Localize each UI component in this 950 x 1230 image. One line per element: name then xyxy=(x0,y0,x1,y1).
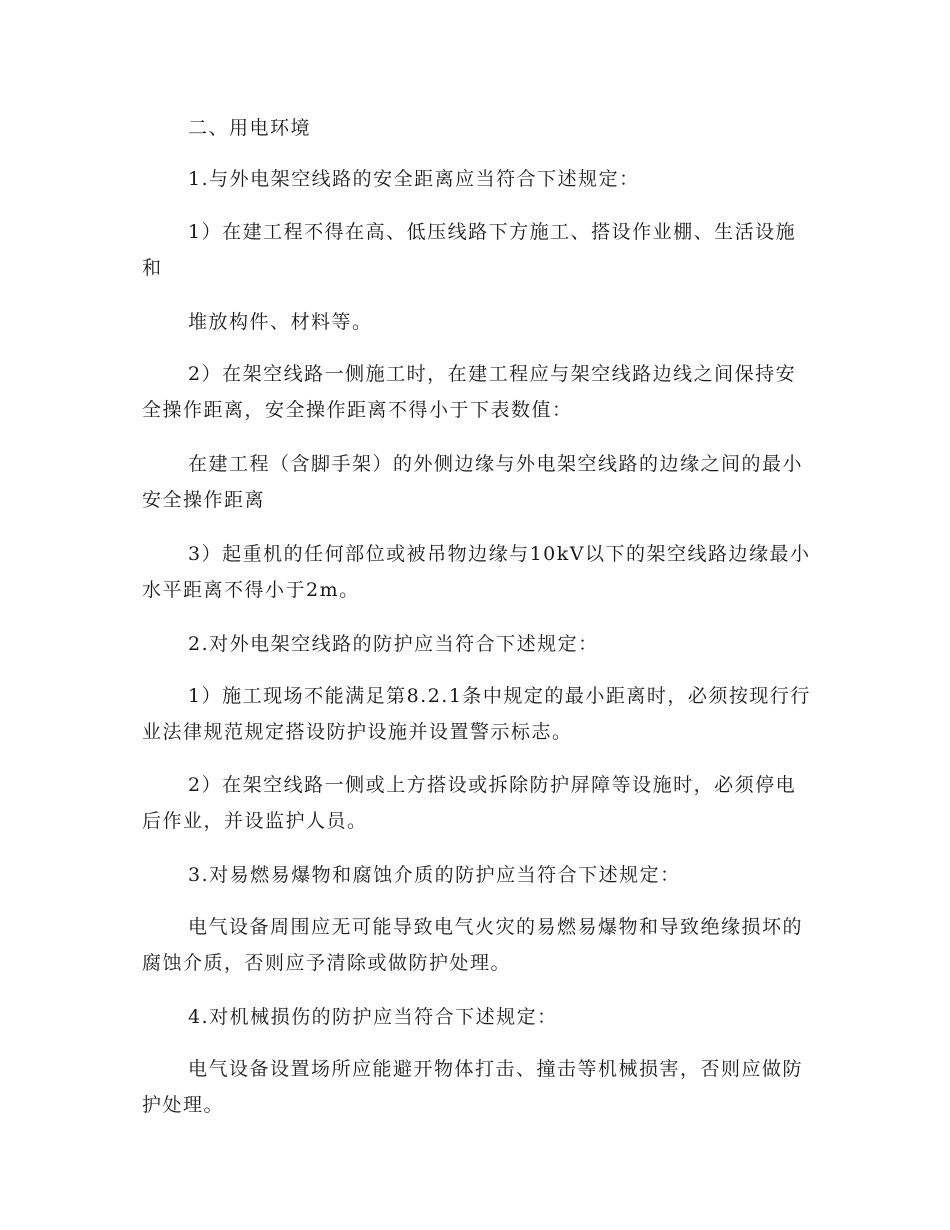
paragraph: 3.对易燃易爆物和腐蚀介质的防护应当符合下述规定： xyxy=(188,864,681,886)
paragraph: 电气设备设置场所应能避开物体打击、撞击等机械损害，否则应做防护处理。 xyxy=(142,1058,804,1116)
paragraph: 1.与外电架空线路的安全距离应当符合下述规定： xyxy=(188,168,640,190)
paragraph: 3）起重机的任何部位或被吊物边缘与10kV以下的架空线路边缘最小水平距离不得小于2m。 xyxy=(142,543,811,601)
paragraph: 1）在建工程不得在高、低压线路下方施工、搭设作业棚、生活设施和 xyxy=(142,221,797,279)
paragraph: 在建工程（含脚手架）的外侧边缘与外电架空线路的边缘之间的最小安全操作距离 xyxy=(142,453,804,511)
paragraph: 4.对机械损伤的防护应当符合下述规定： xyxy=(188,1006,558,1028)
paragraph: 堆放构件、材料等。 xyxy=(188,311,373,333)
section-heading: 二、用电环境 xyxy=(188,117,312,139)
paragraph: 电气设备周围应无可能导致电气火灾的易燃易爆物和导致绝缘损坏的腐蚀介质，否则应予清除或做防护处理。 xyxy=(142,916,804,974)
paragraph: 2）在架空线路一侧或上方搭设或拆除防护屏障等设施时，必须停电后作业，并设监护人员。 xyxy=(142,774,797,832)
paragraph: 2）在架空线路一侧施工时，在建工程应与架空线路边线之间保持安全操作距离，安全操作距离不得小于下表数值： xyxy=(142,363,797,421)
paragraph: 1）施工现场不能满足第8.2.1条中规定的最小距离时，必须按现行行业法律规范规定搭设防护设施并设置警示标志。 xyxy=(142,685,811,743)
paragraph: 2.对外电架空线路的防护应当符合下述规定： xyxy=(188,633,599,655)
